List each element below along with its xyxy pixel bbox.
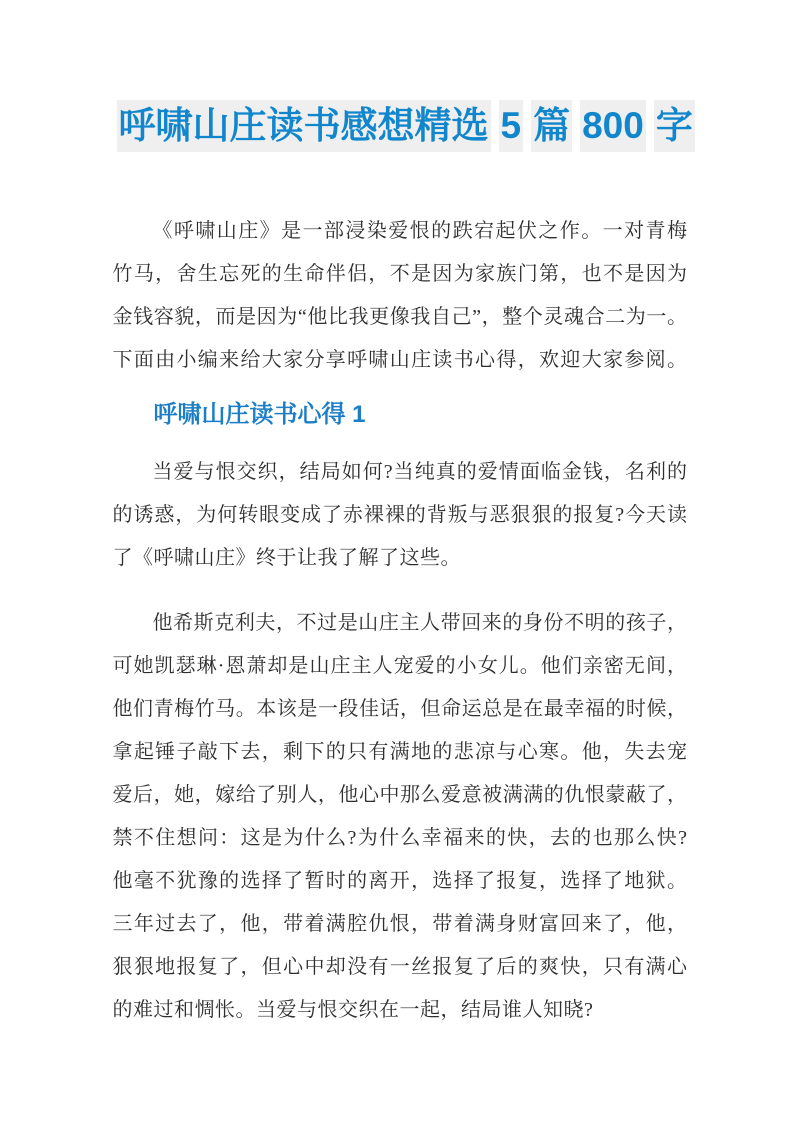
- text-line: 当爱与恨交织，结局如何?当纯真的爱情面临金钱，名利的: [152, 461, 688, 484]
- text-line: 禁不住想问：这是为什么?为什么幸福来的快，去的也那么快?: [112, 827, 688, 850]
- body-paragraph-2: [113, 602, 688, 1032]
- document-page: [112, 0, 693, 1032]
- text-line: 他毫不犹豫的选择了暂时的离开，选择了报复，选择了地狱。: [112, 870, 688, 893]
- body-paragraph-1: [113, 451, 688, 580]
- text-line: 的难过和惆怅。当爱与恨交织在一起，结局谁人知晓?: [112, 999, 594, 1022]
- text-line: 爱后，她，嫁给了别人，他心中那么爱意被满满的仇恨蒙蔽了，: [112, 784, 688, 807]
- section-heading-1: 呼啸山庄读书心得 1: [153, 401, 366, 429]
- text-line: 下面由小编来给大家分享呼啸山庄读书心得，欢迎大家参阅。: [112, 349, 688, 372]
- title-run-800: 800: [580, 100, 646, 152]
- text-line: 三年过去了，他，带着满腔仇恨，带着满身财富回来了，他，: [112, 913, 688, 936]
- text-line: 狠狠地报复了，但心中却没有一丝报复了后的爽快，只有满心: [112, 956, 688, 979]
- text-line: 金钱容貌，而是因为“他比我更像我自己”，整个灵魂合二为一。: [112, 306, 688, 329]
- intro-paragraph: [113, 210, 688, 382]
- text-line: 了《呼啸山庄》终于让我了解了这些。: [112, 547, 461, 570]
- title-run-zi: 字: [654, 100, 695, 152]
- title-run-pian: 篇: [531, 100, 572, 152]
- text-line: 可她凯瑟琳·恩萧却是山庄主人宠爱的小女儿。他们亲密无间，: [112, 655, 688, 678]
- text-line: 的诱惑，为何转眼变成了赤裸裸的背叛与恶狠狠的报复?今天读: [112, 504, 688, 527]
- title-run-count: 5: [499, 100, 524, 152]
- text-line: 他们青梅竹马。本该是一段佳话，但命运总是在最幸福的时候，: [112, 698, 688, 721]
- text-line: 拿起锤子敲下去，剩下的只有满地的悲凉与心寒。他，失去宠: [112, 741, 688, 764]
- text-line: 他希斯克利夫，不过是山庄主人带回来的身份不明的孩子，: [152, 612, 688, 635]
- title-run-main: 呼啸山庄读书感想精选: [117, 100, 491, 152]
- text-line: 竹马，舍生忘死的生命伴侣，不是因为家族门第，也不是因为: [112, 263, 688, 286]
- text-line: 《呼啸山庄》是一部浸染爱恨的跌宕起伏之作。一对青梅: [152, 220, 688, 243]
- document-title: [113, 100, 693, 152]
